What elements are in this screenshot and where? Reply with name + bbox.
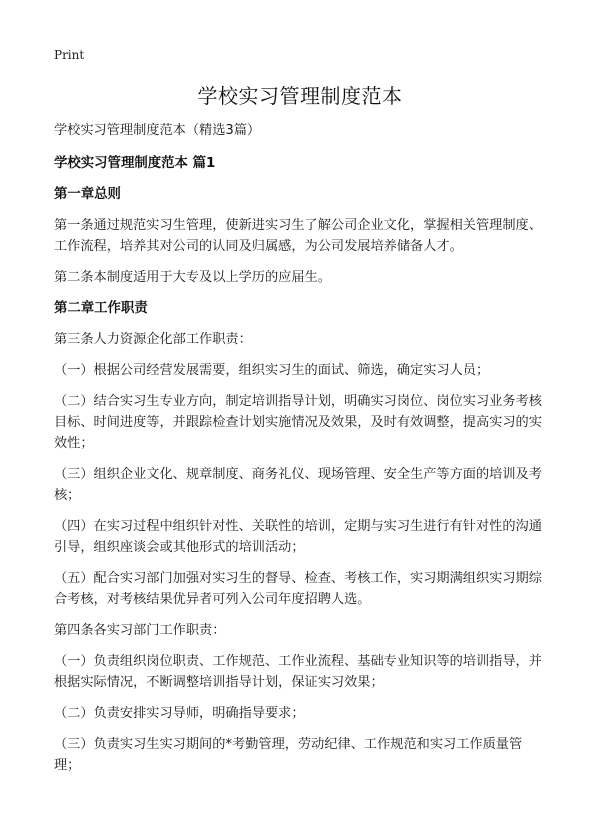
document-subtitle: 学校实习管理制度范本（精选3篇）: [54, 123, 261, 138]
article3-item3: （三）组织企业文化、规章制度、商务礼仪、现场管理、安全生产等方面的培训及考核；: [54, 467, 542, 503]
article3-item1: （一）根据公司经营发展需要，组织实习生的面试、筛选，确定实习人员；: [54, 363, 490, 378]
article3-item2: （二）结合实习生专业方向，制定培训指导计划，明确实习岗位、岗位实习业务考核目标、时间进度等，并跟踪检查计划实施情况及效果，及时有效调整，提高实习的实效性；: [54, 394, 542, 451]
article4-paragraph: 第四条各实习部门工作职责：: [54, 623, 226, 638]
article3-item5: （五）配合实习部门加强对实习生的督导、检查、考核工作，实习期满组织实习期综合考核，对考核结果优异者可列入公司年度招聘人选。: [54, 571, 542, 607]
article1-paragraph: 第一条通过规范实习生管理，使新进实习生了解公司企业文化，掌握相关管理制度、工作流程，培养其对公司的认同及归属感，为公司发展培养储备人才。: [54, 218, 542, 254]
article3-item4: （四）在实习过程中组织针对性、关联性的培训，定期与实习生进行有针对性的沟通引导，组织座谈会或其他形式的培训活动；: [54, 519, 542, 555]
document-body: [54, 120, 548, 786]
article4-item1: （一）负责组织岗位职责、工作规范、工作业流程、基础专业知识等的培训指导，并根据实际情况，不断调整培训指导计划，保证实习效果；: [54, 654, 542, 690]
article3-paragraph: 第三条人力资源企化部工作职责：: [54, 332, 252, 347]
chapter1-heading: 第一章总则: [54, 187, 121, 202]
article2-paragraph: 第二条本制度适用于大专及以上学历的应届生。: [54, 270, 331, 285]
print-label: Print: [54, 48, 85, 62]
section-title: 学校实习管理制度范本 篇1: [54, 156, 216, 171]
article4-item2: （二）负责安排实习导师，明确指导要求；: [54, 706, 305, 721]
document-title: 学校实习管理制度范本: [197, 84, 403, 108]
chapter2-heading: 第二章工作职责: [54, 301, 148, 316]
article4-item3: （三）负责实习生实习期间的*考勤管理，劳动纪律、工作规范和实习工作质量管理；: [54, 737, 523, 773]
